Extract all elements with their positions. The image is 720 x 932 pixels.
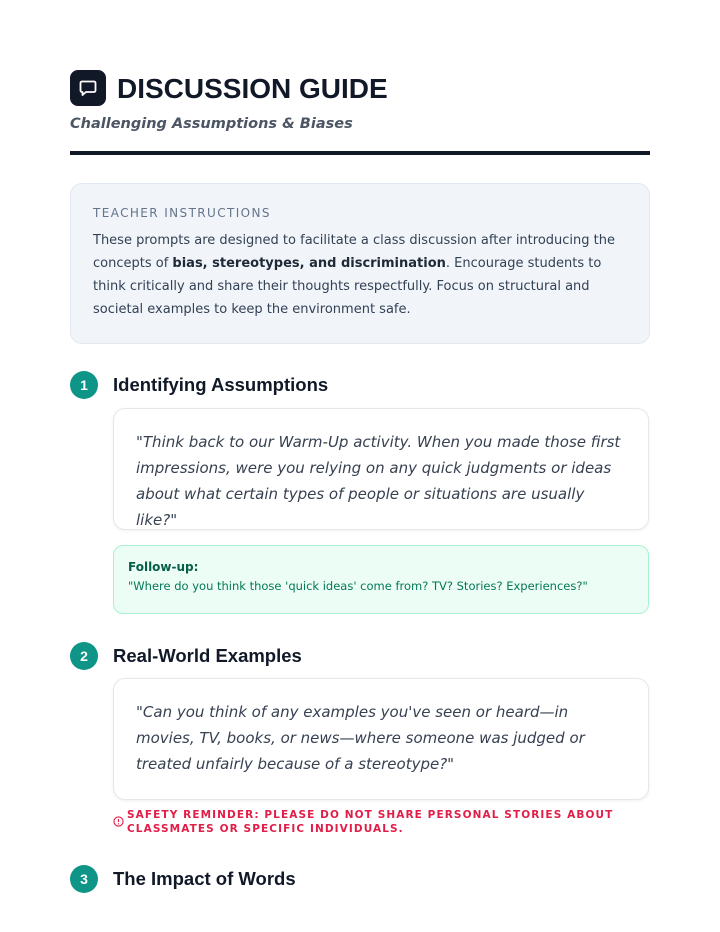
header-divider bbox=[70, 151, 650, 155]
followup-label: Follow-up: bbox=[128, 560, 199, 574]
page-subtitle: Challenging Assumptions & Biases bbox=[70, 116, 353, 132]
instructions-text-start: These prompts are designed to facilitate a class discussion after introducing the concepts of bbox=[93, 233, 615, 271]
instructions-text-end: . Encourage students to think critically and share their thoughts respectfully. Focus on structural and societal examples to keep the environment safe. bbox=[93, 256, 602, 317]
instructions-text bbox=[93, 229, 627, 321]
prompt-quote: "Think back to our Warm-Up activity. When you made those first impressions, were you relying on any quick judgments or ideas about what certain types of people or situations are usually like?" bbox=[136, 433, 621, 529]
section-number: 2 bbox=[70, 642, 98, 670]
section-2-prompt-card bbox=[113, 678, 649, 800]
section-3-header bbox=[70, 865, 650, 895]
section-number: 1 bbox=[70, 371, 98, 399]
section-2-header bbox=[70, 642, 650, 672]
section-1-prompt-card bbox=[113, 408, 649, 530]
safety-reminder-text: SAFETY REMINDER: PLEASE DO NOT SHARE PERSONAL STORIES ABOUT CLASSMATES OR SPECIFIC INDIVIDUALS. bbox=[127, 809, 614, 835]
section-number: 3 bbox=[70, 865, 98, 893]
section-title: Real-World Examples bbox=[113, 645, 302, 666]
followup-card bbox=[113, 545, 649, 614]
info-circle-icon bbox=[113, 816, 124, 827]
section-title: The Impact of Words bbox=[113, 868, 296, 889]
section-1-header bbox=[70, 371, 650, 401]
instructions-text-bold: bias, stereotypes, and discrimination bbox=[172, 256, 446, 271]
followup-text: "Where do you think those 'quick ideas' come from? TV? Stories? Experiences?" bbox=[128, 579, 588, 593]
instructions-label: TEACHER INSTRUCTIONS bbox=[93, 206, 271, 220]
section-title: Identifying Assumptions bbox=[113, 374, 329, 395]
page-title: DISCUSSION GUIDE bbox=[117, 73, 388, 104]
teacher-instructions-card bbox=[70, 183, 650, 344]
prompt-quote: "Can you think of any examples you've seen or heard—in movies, TV, books, or news—where someone was judged or treated unfairly because of a stereotype?" bbox=[136, 703, 585, 773]
chat-bubble-icon bbox=[70, 70, 106, 106]
